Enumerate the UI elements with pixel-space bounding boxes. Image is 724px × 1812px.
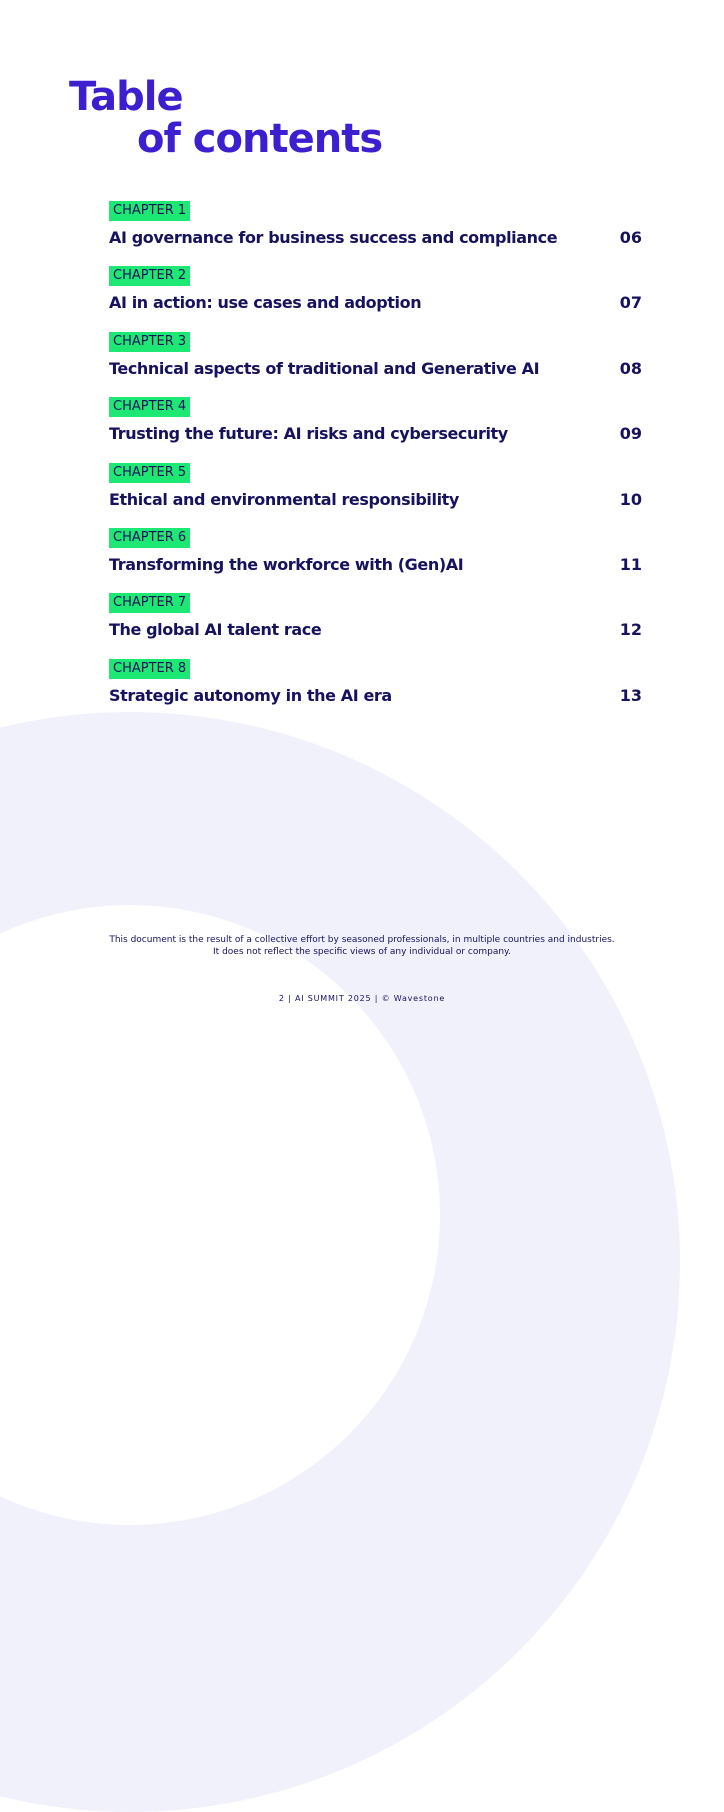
chapter-badge: CHAPTER 4 (109, 397, 190, 417)
page-number: 08 (619, 358, 642, 378)
toc-entry-chapter-2[interactable] (109, 266, 642, 331)
toc-entry-chapter-3[interactable] (109, 332, 642, 397)
title-line-1: Table (69, 74, 183, 120)
page-number: 13 (619, 685, 642, 705)
page-number: 07 (619, 293, 642, 313)
page-footer: 2 | AI SUMMIT 2025 | © Wavestone (278, 994, 446, 1003)
chapter-badge: CHAPTER 5 (109, 463, 190, 483)
disclaimer-line-2: It does not reflect the specific views of any individual or company. (213, 947, 511, 957)
chapter-title[interactable]: Technical aspects of traditional and Generative AI (109, 358, 540, 378)
toc-entry-chapter-1[interactable] (109, 201, 642, 266)
table-of-contents (109, 201, 642, 724)
chapter-title[interactable]: The global AI talent race (109, 620, 322, 640)
page-number: 12 (619, 620, 642, 640)
chapter-badge: CHAPTER 2 (109, 266, 190, 286)
chapter-badge: CHAPTER 1 (109, 201, 190, 221)
chapter-title[interactable]: AI in action: use cases and adoption (109, 293, 422, 313)
toc-entry-chapter-5[interactable] (109, 463, 642, 528)
chapter-badge: CHAPTER 6 (109, 528, 190, 548)
page-number: 09 (619, 424, 642, 444)
chapter-title[interactable]: Ethical and environmental responsibility (109, 489, 459, 509)
chapter-badge: CHAPTER 7 (109, 593, 190, 613)
chapter-title[interactable]: Trusting the future: AI risks and cybersecurity (109, 424, 508, 444)
toc-entry-chapter-8[interactable] (109, 659, 642, 724)
chapter-title[interactable]: AI governance for business success and compliance (109, 228, 558, 247)
chapter-badge: CHAPTER 8 (109, 659, 190, 679)
title-line-2: of contents (137, 116, 383, 162)
chapter-title[interactable]: Strategic autonomy in the AI era (109, 685, 392, 705)
page-number: 06 (619, 228, 642, 247)
page-title (69, 76, 382, 160)
toc-entry-chapter-6[interactable] (109, 528, 642, 593)
chapter-badge: CHAPTER 3 (109, 332, 190, 352)
toc-entry-chapter-7[interactable] (109, 593, 642, 658)
page-number: 11 (619, 554, 642, 574)
disclaimer-line-1: This document is the result of a collective effort by seasoned professionals, in multiple countries and industries. (109, 935, 615, 945)
page-number: 10 (619, 489, 642, 509)
toc-entry-chapter-4[interactable] (109, 397, 642, 462)
chapter-title[interactable]: Transforming the workforce with (Gen)AI (109, 554, 464, 574)
disclaimer (0, 934, 724, 958)
